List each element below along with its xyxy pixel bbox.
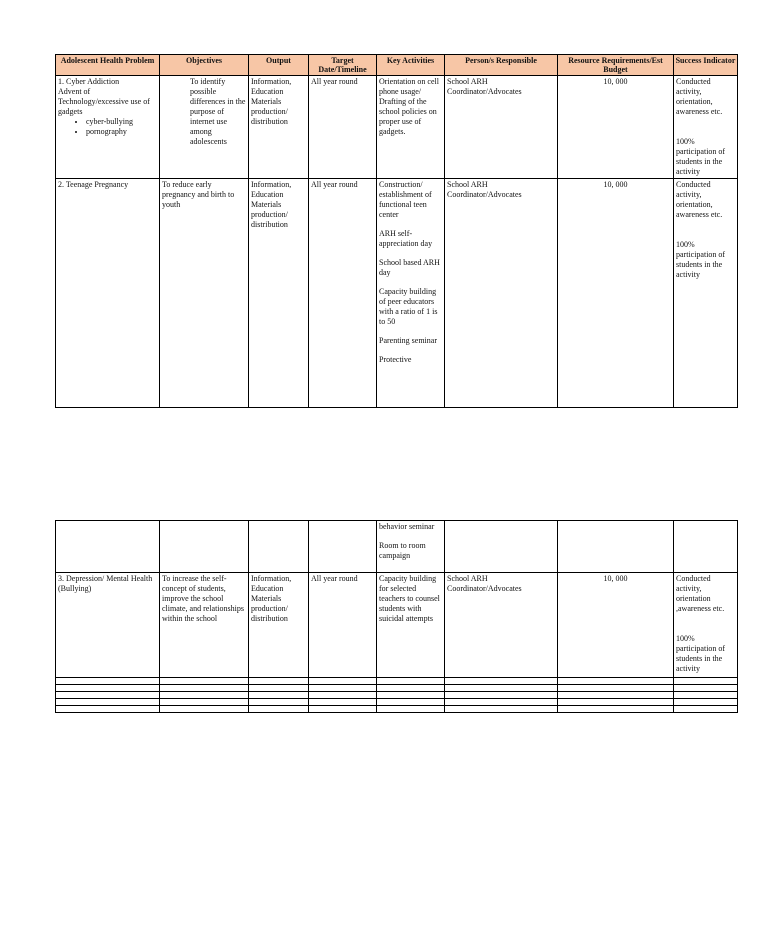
problem-text: Advent of Technology/excessive use of gadgets xyxy=(58,87,150,116)
header-output: Output xyxy=(249,55,309,76)
problem-title: 2. Teenage Pregnancy xyxy=(58,180,129,189)
activity-item: behavior seminar xyxy=(379,522,435,531)
header-resource: Resource Requirements/Est Budget xyxy=(558,55,674,76)
activity-item: Protective xyxy=(379,355,412,364)
problem-bullet-list xyxy=(58,117,157,137)
activity-item: Capacity building of peer educators with a ratio of 1 is to 50 xyxy=(379,287,438,326)
persons-cell xyxy=(445,521,558,573)
list-item: • cyber-bullying xyxy=(86,117,157,127)
output-cell xyxy=(249,521,309,573)
header-row xyxy=(56,55,738,76)
indicator-cell xyxy=(674,76,738,179)
budget-cell: 10, 000 xyxy=(558,179,674,408)
indicator-participation: 100% participation of students in the activity xyxy=(676,634,726,673)
empty-row xyxy=(56,706,738,713)
table-row xyxy=(56,573,738,678)
activities-cell xyxy=(377,521,445,573)
target-cell: All year round xyxy=(309,76,377,179)
persons-cell: School ARH Coordinator/Advocates xyxy=(445,179,558,408)
persons-cell: School ARH Coordinator/Advocates xyxy=(445,76,558,179)
empty-row xyxy=(56,685,738,692)
problem-subtitle: (Bullying) xyxy=(58,584,92,593)
action-plan-table-part-2 xyxy=(55,520,738,713)
indicator-participation: 100% participation of students in the activity xyxy=(676,137,726,176)
empty-row xyxy=(56,678,738,685)
indicator-activity: Conducted activity, orientation, awareness etc. xyxy=(676,180,723,219)
objective-cell: To reduce early pregnancy and birth to youth xyxy=(160,179,249,408)
empty-row xyxy=(56,699,738,706)
target-cell xyxy=(309,521,377,573)
persons-cell: School ARH Coordinator/Advocates xyxy=(445,573,558,678)
header-objectives: Objectives xyxy=(160,55,249,76)
activity-item: Parenting seminar xyxy=(379,336,437,345)
target-cell: All year round xyxy=(309,573,377,678)
objective-cell: To increase the self-concept of students, improve the school climate, and relationships within the school xyxy=(160,573,249,678)
action-plan-table-part-1 xyxy=(55,54,738,408)
target-cell: All year round xyxy=(309,179,377,408)
list-item: • pornography xyxy=(86,127,157,137)
output-cell: Information, Education Materials production/ distribution xyxy=(249,76,309,179)
activity-item: Orientation on cell phone usage/ Drafting of the school policies on proper use of gadgets. xyxy=(379,77,439,136)
empty-row xyxy=(56,692,738,699)
activity-item: ARH self-appreciation day xyxy=(379,229,433,248)
header-activities: Key Activities xyxy=(377,55,445,76)
table-row xyxy=(56,179,738,408)
header-persons: Person/s Responsible xyxy=(445,55,558,76)
problem-title: 3. Depression/ Mental Health xyxy=(58,574,153,583)
activity-item: School based ARH day xyxy=(379,258,440,277)
activities-cell xyxy=(377,76,445,179)
activity-item: Room to room campaign xyxy=(379,541,426,560)
output-cell: Information, Education Materials production/ distribution xyxy=(249,179,309,408)
indicator-cell xyxy=(674,573,738,678)
table-row xyxy=(56,76,738,179)
problem-cell xyxy=(56,573,160,678)
indicator-activity: Conducted activity, orientation, awareness etc. xyxy=(676,77,723,116)
activities-cell: Capacity building for selected teachers to counsel students with suicidal attempts xyxy=(377,573,445,678)
header-target: Target Date/Timeline xyxy=(309,55,377,76)
problem-cell xyxy=(56,179,160,408)
indicator-participation: 100% participation of students in the activity xyxy=(676,240,726,279)
objective-cell: To identify possible differences in the purpose of internet use among adolescents xyxy=(160,76,249,179)
budget-cell: 10, 000 xyxy=(558,76,674,179)
header-problem: Adolescent Health Problem xyxy=(56,55,160,76)
indicator-activity: Conducted activity, orientation ,awareness etc. xyxy=(676,574,725,613)
problem-cell xyxy=(56,76,160,179)
budget-cell: 10, 000 xyxy=(558,573,674,678)
output-cell: Information, Education Materials production/ distribution xyxy=(249,573,309,678)
table-row xyxy=(56,521,738,573)
indicator-cell xyxy=(674,521,738,573)
header-indicator: Success Indicator xyxy=(674,55,738,76)
indicator-cell xyxy=(674,179,738,408)
objective-cell xyxy=(160,521,249,573)
activity-item: Construction/ establishment of functional teen center xyxy=(379,180,432,219)
budget-cell xyxy=(558,521,674,573)
activities-cell xyxy=(377,179,445,408)
problem-title: 1. Cyber Addiction xyxy=(58,77,120,86)
problem-cell xyxy=(56,521,160,573)
